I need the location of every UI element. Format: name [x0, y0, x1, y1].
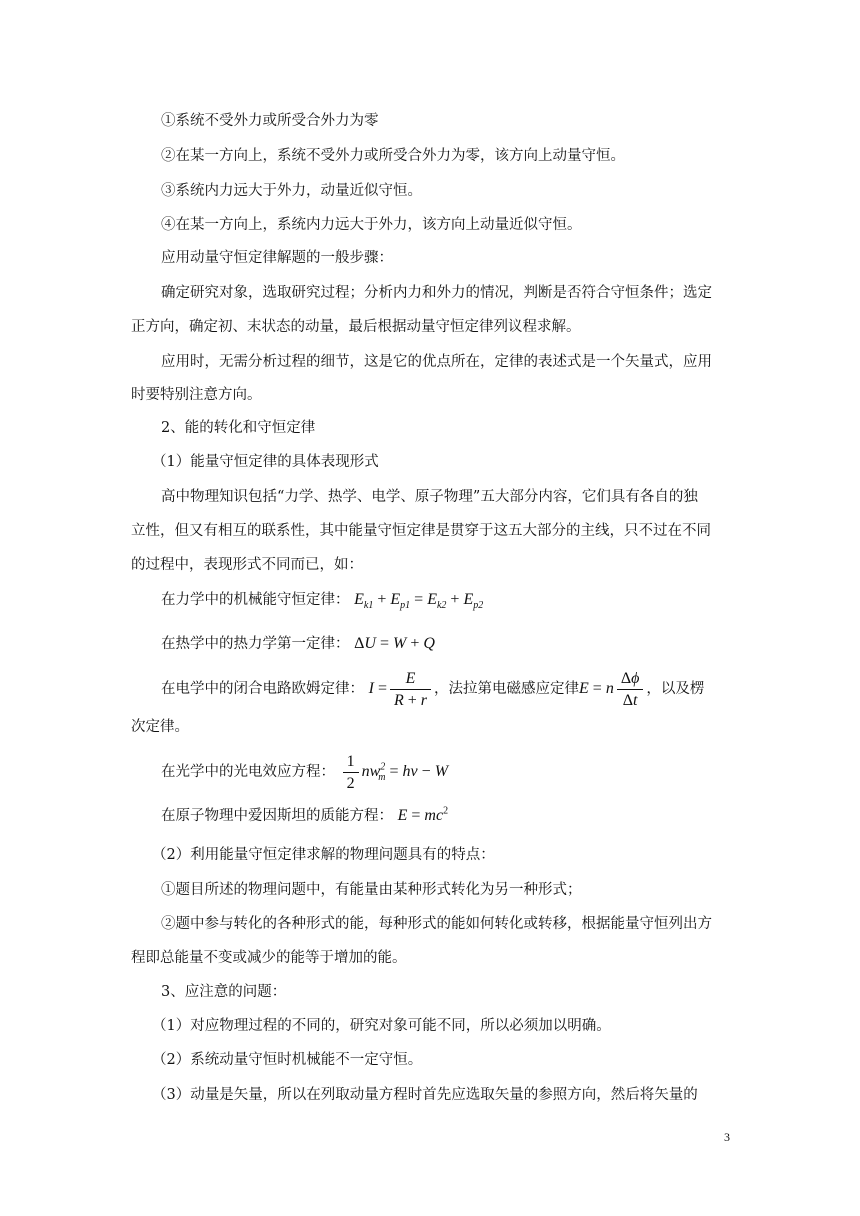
section-3-heading: 3、应注意的问题： [161, 984, 287, 1000]
page-number: 3 [724, 1130, 730, 1144]
section-2-heading: 2、能的转化和守恒定律 [161, 420, 316, 436]
first-law-formula: ΔU = W + Q [354, 635, 435, 652]
mass-energy-formula: $E = mc^2$ [397, 805, 449, 824]
note-3: （3）动量是矢量，所以在列取动量方程时首先应选取矢量的参照方向，然后将矢量的 [152, 1087, 698, 1103]
intro-paragraph-line-3: 的过程中，表现形式不同而已，如： [131, 557, 363, 573]
subsection-1-heading: （1）能量守恒定律的具体表现形式 [152, 454, 379, 470]
condition-3: ③系统内力远大于外力，动量近似守恒。 [161, 183, 422, 199]
feature-2-line-2: 程即总能量不变或减少的能等于增加的能。 [131, 950, 407, 966]
condition-4: ④在某一方向上，系统内力远大于外力，该方向上动量近似守恒。 [161, 217, 582, 233]
application-paragraph-line-2: 时要特别注意方向。 [131, 387, 262, 403]
note-1: （1）对应物理过程的不同的，研究对象可能不同，所以必须加以明确。 [152, 1018, 611, 1034]
steps-paragraph-line-1: 确定研究对象，选取研究过程；分析内力和外力的情况，判断是否符合守恒条件；选定 [161, 285, 712, 301]
steps-paragraph-line-2: 正方向，确定初、末状态的动量，最后根据动量守恒定律列议程求解。 [131, 319, 581, 335]
faraday-law-formula: E = n $\frac{\Delta\phi}{\Delta t}$ [579, 680, 646, 697]
application-paragraph-line-1: 应用时，无需分析过程的细节，这是它的优点所在，定律的表述式是一个矢量式，应用 [161, 354, 712, 370]
subsection-2-heading: （2）利用能量守恒定律求解的物理问题具有的特点： [152, 847, 495, 863]
mechanics-energy-line: 在力学中的机械能守恒定律： $E_{k1} + E_{p1} = E_{k2} + E_{p2}$ [161, 591, 484, 612]
condition-1: ①系统不受外力或所受合外力为零 [161, 113, 379, 129]
mass-energy-line: 在原子物理中爱因斯坦的质能方程： $E = mc^2$ [161, 805, 449, 824]
note-2: （2）系统动量守恒时机械能不一定守恒。 [152, 1052, 423, 1068]
feature-2-line-1: ②题中参与转化的各种形式的能，每种形式的能如何转化或转移，根据能量守恒列出方 [161, 916, 712, 932]
ohm-law-formula: I = $\frac{E}{R + r}$ [369, 680, 434, 697]
photoelectric-formula: $\frac{1}{2}$ $nw^2_m$ = hv − W [340, 763, 448, 780]
photoelectric-line: 在光学中的光电效应方程： $\frac{1}{2}$ $nw^2_m$ = hv − W [161, 752, 449, 792]
steps-heading: 应用动量守恒定律解题的一般步骤： [161, 250, 393, 266]
intro-paragraph-line-2: 立性，但又有相互的联系性，其中能量守恒定律是贯穿于这五大部分的主线，只不过在不同 [131, 523, 711, 539]
electricity-laws-line: 在电学中的闭合电路欧姆定律： I = $\frac{E}{R + r}$ ，法拉第电磁感应定律E = n $\frac{\Delta\phi}{\Delta t}$ ，以及楞 [161, 669, 705, 709]
intro-paragraph-line-1: 高中物理知识包括“力学、热学、电学、原子物理”五大部分内容，它们具有各自的独 [161, 489, 698, 505]
condition-2: ②在某一方向上，系统不受外力或所受合外力为零，该方向上动量守恒。 [161, 148, 625, 164]
mechanical-energy-formula: $E_{k1} + E_{p1} = E_{k2} + E_{p2}$ [354, 591, 484, 612]
thermo-first-law-line: 在热学中的热力学第一定律： ΔU = W + Q [161, 635, 435, 652]
feature-1: ①题目所述的物理问题中，有能量由某种形式转化为另一种形式； [161, 882, 582, 898]
lenz-law-line: 次定律。 [131, 719, 189, 735]
